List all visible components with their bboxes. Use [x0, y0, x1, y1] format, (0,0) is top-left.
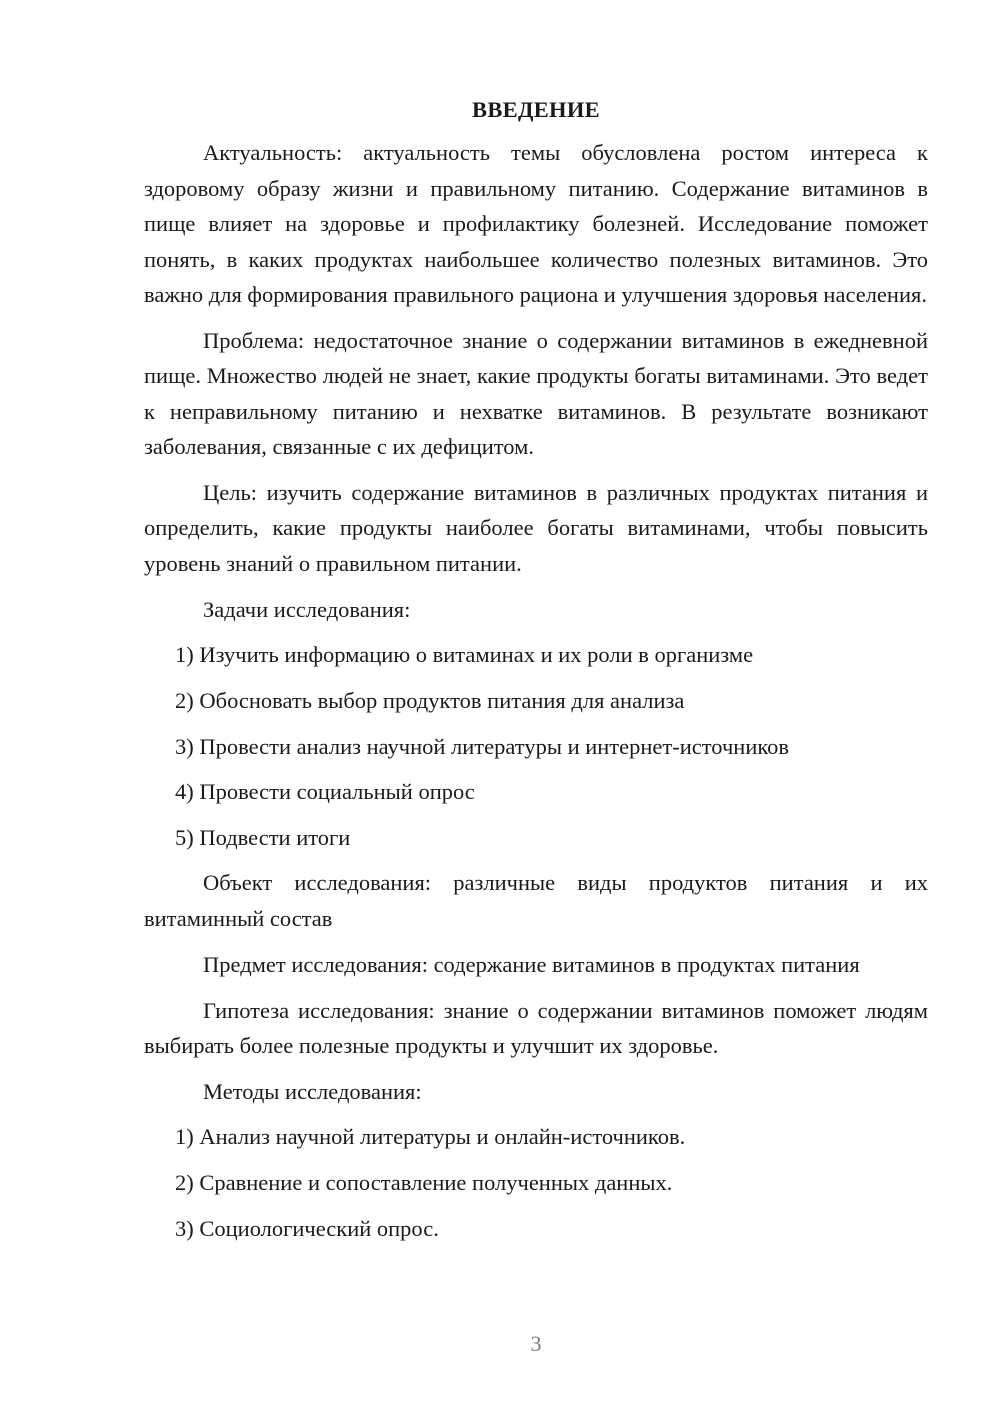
- page-number: 3: [530, 1331, 542, 1356]
- methods-label: Методы исследования:: [203, 1078, 422, 1104]
- relevance-paragraph: Актуальность: актуальность темы обусловлена ростом интереса к здоровому образу жизни и правильному питанию. Содержание витаминов в пище влияет на здоровье и профилактику болезней. Исследование поможет понять, в каких продуктах наибольшее количество полезных витаминов. Это важно для формирования правильного рациона и улучшения здоровья населения.: [144, 140, 928, 308]
- subject-paragraph: Предмет исследования: содержание витаминов в продуктах питания: [203, 951, 860, 977]
- methods-list: [144, 1119, 928, 1246]
- list-item: 2) Сравнение и сопоставление полученных данных.: [175, 1170, 673, 1196]
- object-paragraph: Объект исследования: различные виды продуктов питания и их витаминный состав: [144, 870, 928, 931]
- tasks-list: [144, 637, 928, 855]
- list-item: 3) Социологический опрос.: [175, 1215, 439, 1241]
- page-title: ВВЕДЕНИЕ: [472, 97, 600, 122]
- list-item: 1) Анализ научной литературы и онлайн-источников.: [175, 1124, 686, 1150]
- goal-paragraph: Цель: изучить содержание витаминов в различных продуктах питания и определить, какие продукты наиболее богаты витаминами, чтобы повысить уровень знаний о правильном питании.: [144, 480, 928, 576]
- tasks-label: Задачи исследования:: [203, 596, 411, 622]
- problem-paragraph: Проблема: недостаточное знание о содержании витаминов в ежедневной пище. Множество людей не знает, какие продукты богаты витаминами. Это ведет к неправильному питанию и нехватке витаминов. В результате возникают заболевания, связанные с их дефицитом.: [144, 327, 928, 460]
- list-item: 1) Изучить информацию о витаминах и их роли в организме: [175, 642, 754, 668]
- list-item: 3) Провести анализ научной литературы и интернет-источников: [175, 733, 790, 759]
- list-item: 4) Провести социальный опрос: [175, 779, 475, 805]
- list-item: 2) Обосновать выбор продуктов питания для анализа: [175, 687, 685, 713]
- list-item: 5) Подвести итоги: [175, 824, 351, 850]
- hypothesis-paragraph: Гипотеза исследования: знание о содержании витаминов поможет людям выбирать более полезные продукты и улучшит их здоровье.: [144, 997, 928, 1058]
- document-page: [144, 92, 928, 1256]
